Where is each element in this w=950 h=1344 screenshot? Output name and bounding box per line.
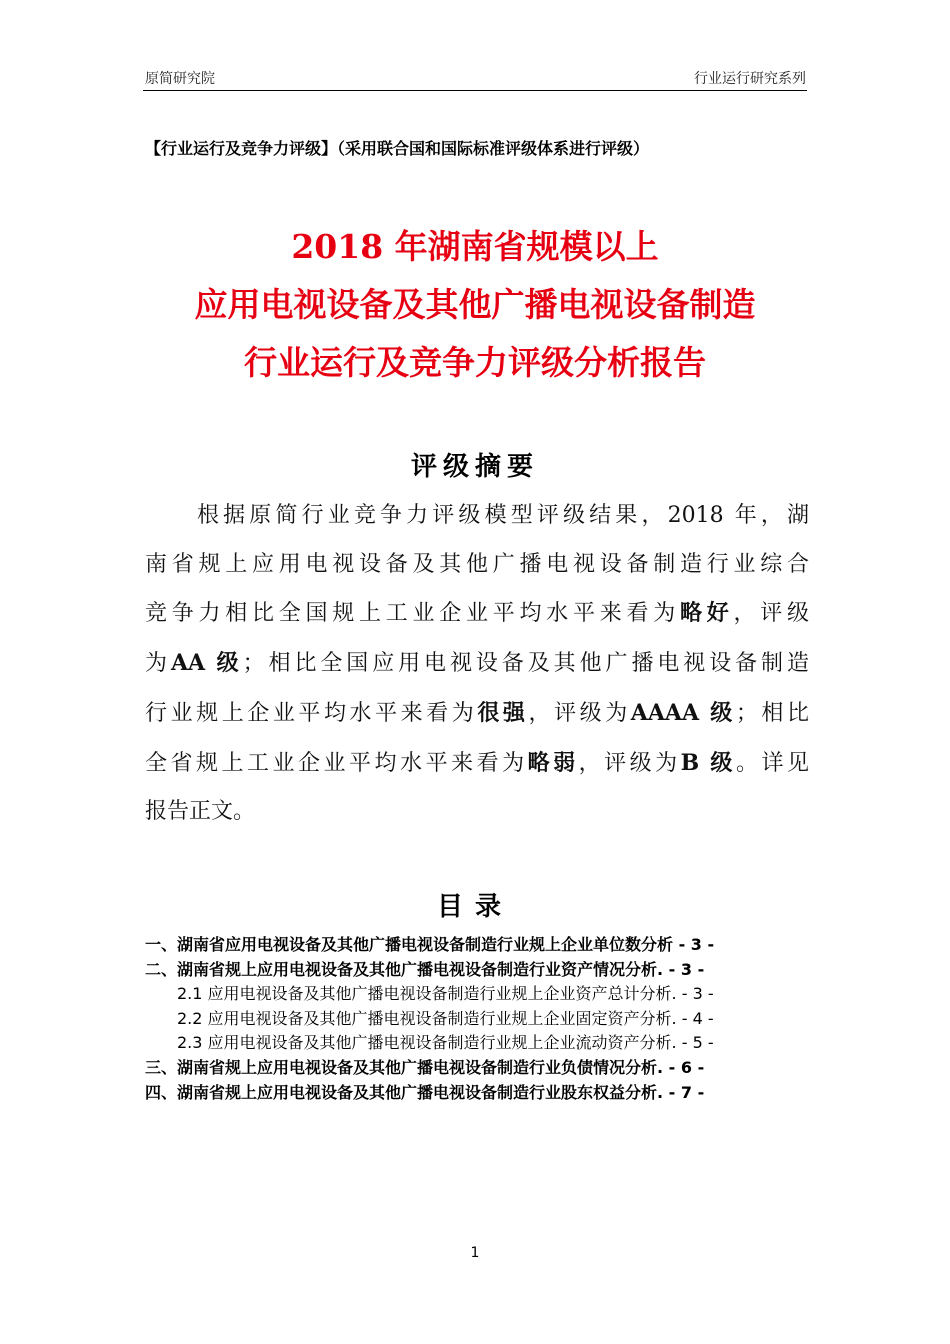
rating-note: 【行业运行及竞争力评级】（采用联合国和国际标准评级体系进行评级） <box>145 139 650 158</box>
summary-line <box>145 589 809 639</box>
summary-text: ；相比全国应用电视设备及其他广播电视设备制造 <box>242 651 809 677</box>
summary-line: 报告正文。 <box>145 799 256 825</box>
summary-text: 竞争力相比全国规上工业企业平均水平来看为 <box>145 601 680 627</box>
summary-text: 全省规上工业企业平均水平来看为 <box>145 750 528 776</box>
rating-province: 略弱 <box>527 749 579 776</box>
header-organization: 原简研究院 <box>145 71 215 87</box>
toc-entry-text: 四、湖南省规上应用电视设备及其他广播电视设备制造行业股东权益分析. - 7 - <box>145 1082 705 1102</box>
header-divider <box>143 90 807 91</box>
toc-entry-2-3[interactable] <box>145 1031 809 1056</box>
summary-text: 。详见 <box>735 750 809 776</box>
rating-grade-sector: AAAA 级 <box>630 699 736 726</box>
summary-line <box>145 689 809 739</box>
toc-entry-3[interactable] <box>145 1056 809 1081</box>
toc-entry-text: 2.3 应用电视设备及其他广播电视设备制造行业规上企业流动资产分析. - 5 - <box>177 1033 714 1053</box>
summary-line <box>145 739 809 789</box>
toc-entry-text: 二、湖南省规上应用电视设备及其他广播电视设备制造行业资产情况分析. - 3 - <box>145 959 705 979</box>
toc-entry-text: 2.1 应用电视设备及其他广播电视设备制造行业规上企业资产总计分析. - 3 - <box>177 984 714 1004</box>
rating-national-sector: 很强 <box>477 699 529 726</box>
page-number: 1 <box>470 1245 480 1261</box>
toc-entry-4[interactable] <box>145 1081 809 1106</box>
table-of-contents <box>145 933 809 1105</box>
toc-entry-text: 三、湖南省规上应用电视设备及其他广播电视设备制造行业负债情况分析. - 6 - <box>145 1057 705 1077</box>
toc-heading: 目录 <box>436 892 513 922</box>
toc-entry-2[interactable] <box>145 958 809 983</box>
summary-paragraph <box>145 492 809 837</box>
rating-national-industry-overall: 略好 <box>679 600 734 627</box>
report-title-line-3: 行业运行及竞争力评级分析报告 <box>244 343 706 382</box>
summary-text: 行业规上企业平均水平来看为 <box>145 700 478 726</box>
summary-line: 南省规上应用电视设备及其他广播电视设备制造行业综合 <box>145 551 809 577</box>
toc-entry-text: 一、湖南省应用电视设备及其他广播电视设备制造行业规上企业单位数分析 - 3 - <box>145 935 715 954</box>
rating-grade-province: B 级 <box>680 749 736 776</box>
summary-text: 为 <box>145 651 171 677</box>
summary-line <box>145 639 809 689</box>
summary-text: ；相比 <box>735 700 809 726</box>
summary-text: ，评级 <box>733 601 809 627</box>
summary-line: 根据原简行业竞争力评级模型评级结果，2018 年，湖 <box>197 503 809 528</box>
toc-entry-2-2[interactable] <box>145 1007 809 1032</box>
report-title-line-1: 2018 年湖南省规模以上 <box>291 227 659 266</box>
toc-entry-2-1[interactable] <box>145 982 809 1007</box>
summary-text: ，评级为 <box>578 750 681 776</box>
summary-heading: 评级摘要 <box>410 452 539 482</box>
header-series: 行业运行研究系列 <box>694 71 806 87</box>
toc-entry-1[interactable] <box>145 933 809 958</box>
rating-grade-national: AA 级 <box>170 650 243 677</box>
summary-text: ，评级为 <box>528 700 631 726</box>
toc-entry-text: 2.2 应用电视设备及其他广播电视设备制造行业规上企业固定资产分析. - 4 - <box>177 1008 714 1028</box>
report-title-line-2: 应用电视设备及其他广播电视设备制造 <box>194 285 756 324</box>
report-title <box>100 218 850 392</box>
